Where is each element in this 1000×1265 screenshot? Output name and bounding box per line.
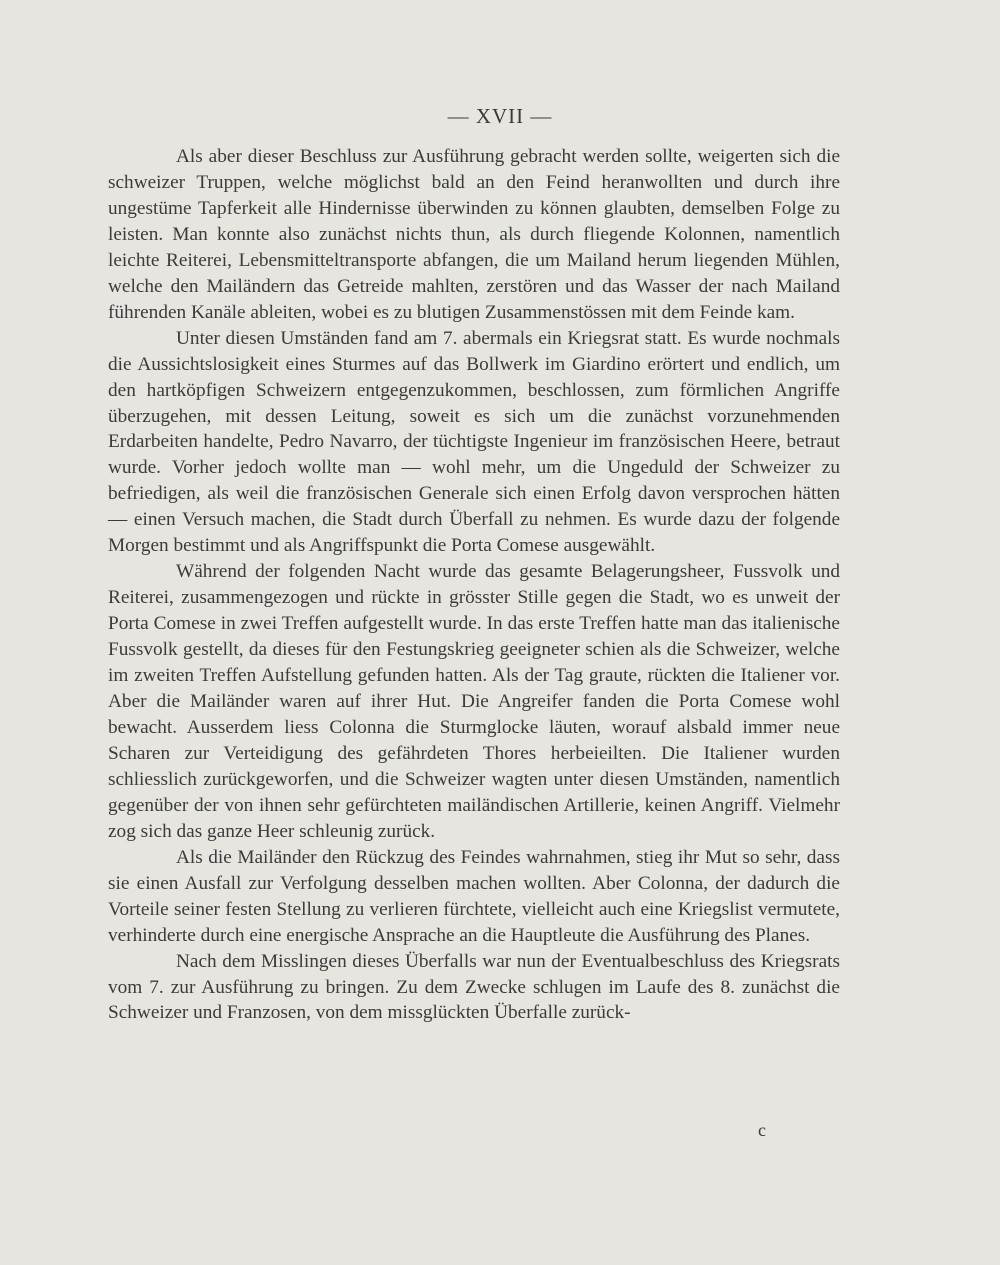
paragraph-4: Als die Mailänder den Rückzug des Feindes wahrnahmen, stieg ihr Mut so sehr, dass sie einen Ausfall zur Verfolgung desselben machen wollten. Aber Colonna, der dadurch die Vorteile seiner festen Stellung zu verlieren fürchtete, vielleicht auch eine Kriegslist vermutete, verhinderte durch eine energische Ansprache an die Hauptleute die Ausführung des Planes. [108,846,840,946]
signature-mark: c [758,1120,766,1140]
paragraph-1: Als aber dieser Beschluss zur Ausführung gebracht werden sollte, weigerten sich die schweizer Truppen, welche möglichst bald an den Feind heranwollten und durch ihre ungestüme Tapferkeit alle Hindernisse überwinden zu können glaubten, demselben Folge zu leisten. Man konnte also zunächst nichts thun, als durch fliegende Kolonnen, namentlich leichte Reiterei, Lebensmitteltransporte abfangen, die um Mailand herum liegenden Mühlen, welche den Mailändern das Getreide mahlten, zerstören und das Wasser der nach Mailand führenden Kanäle ableiten, wobei es zu blutigen Zusammenstössen mit dem Feinde kam. [108,146,840,323]
paragraph-2: Unter diesen Umständen fand am 7. abermals ein Kriegsrat statt. Es wurde nochmals die Aussichtslosigkeit eines Sturmes auf das Bollwerk im Giardino erörtert und endlich, um den hartköpfigen Schweizern entgegenzukommen, beschlossen, zum förmlichen Angriffe überzugehen, mit dessen Leitung, soweit es sich um die zunächst vorzunehmenden Erdarbeiten handelte, Pedro Navarro, der tüchtigste Ingenieur im französischen Heere, betraut wurde. Vorher jedoch wollte man — wohl mehr, um die Ungeduld der Schweizer zu befriedigen, als weil die französischen Generale sich einen Erfolg davon versprochen hätten — einen Versuch machen, die Stadt durch Überfall zu nehmen. Es wurde dazu der folgende Morgen bestimmt und als Angriffspunkt die Porta Comese ausgewählt. [108,327,840,557]
paragraph-3: Während der folgenden Nacht wurde das gesamte Belagerungsheer, Fussvolk und Reiterei, zusammengezogen und rückte in grösster Stille gegen die Stadt, wo es unweit der Porta Comese in zwei Treffen aufgestellt wurde. In das erste Treffen hatte man das italienische Fussvolk gestellt, da dieses für den Festungskrieg geeigneter schien als die Schweizer, welche im zweiten Treffen Aufstellung gefunden hatten. Als der Tag graute, rückten die Italiener vor. Aber die Mailänder waren auf ihrer Hut. Die Angreifer fanden die Porta Comese wohl bewacht. Ausserdem liess Colonna die Sturmglocke läuten, worauf alsbald immer neue Scharen zur Verteidigung des gefährdeten Thores herbeieilten. Die Italiener wurden schliesslich zurückgeworfen, und die Schweizer wagten unter diesen Umständen, namentlich gegenüber der von ihnen sehr gefürchteten mailändischen Artillerie, keinen Angriff. Vielmehr zog sich das ganze Heer schleunig zurück. [108,561,840,842]
body-text [108,144,840,1026]
page-number-header: — XVII — [447,104,553,128]
paragraph-5: Nach dem Misslingen dieses Überfalls war nun der Eventualbeschluss des Kriegsrats vom 7. zur Ausführung zu bringen. Zu dem Zwecke schlugen im Laufe des 8. zunächst die Schweizer und Franzosen, von dem missglückten Überfalle zurück- [108,950,840,1024]
